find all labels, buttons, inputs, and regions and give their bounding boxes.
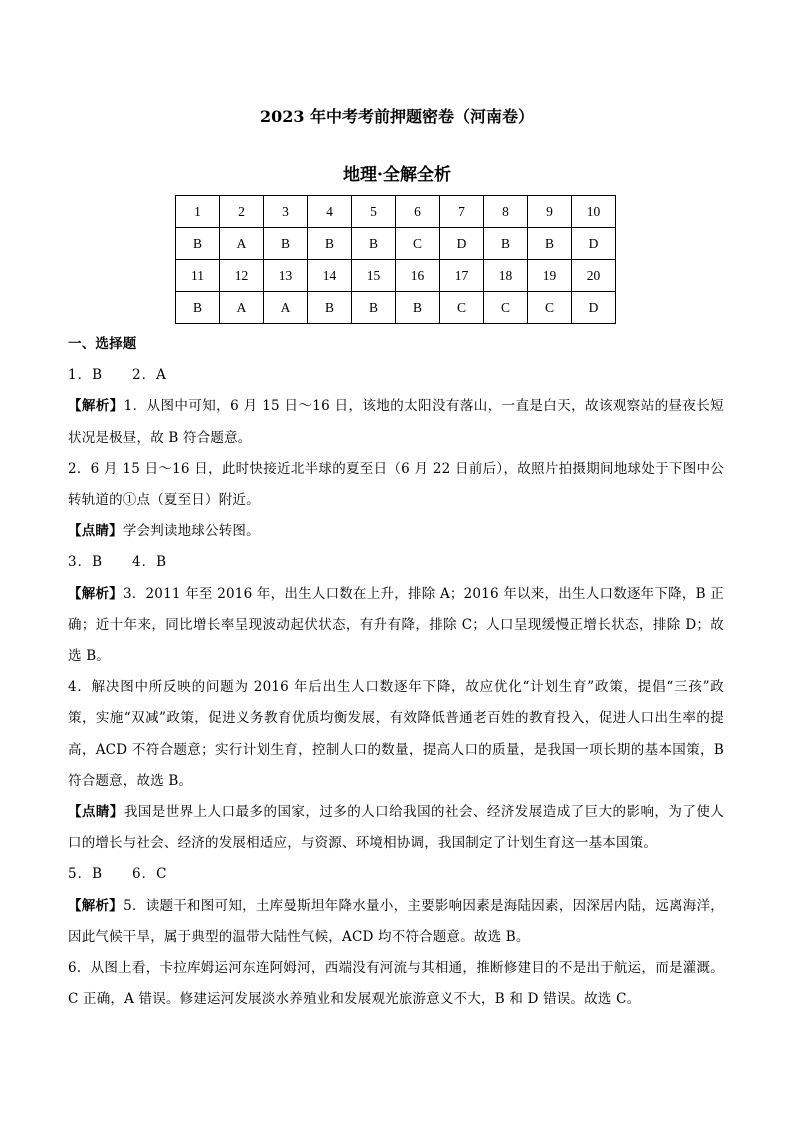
solution-body	[68, 329, 724, 1015]
note-paragraph	[68, 797, 724, 859]
analysis-paragraph	[68, 579, 724, 673]
table-cell: B	[528, 228, 572, 260]
table-cell: 4	[308, 196, 352, 228]
table-cell: A	[220, 292, 264, 324]
table-cell: B	[308, 228, 352, 260]
table-cell: D	[572, 228, 616, 260]
table-cell: 7	[440, 196, 484, 228]
note-paragraph	[68, 516, 724, 547]
table-cell: C	[396, 228, 440, 260]
analysis-paragraph	[68, 891, 724, 953]
table-cell: B	[308, 292, 352, 324]
table-cell: 14	[308, 260, 352, 292]
table-cell: 3	[264, 196, 308, 228]
table-cell: B	[176, 292, 220, 324]
table-cell: 17	[440, 260, 484, 292]
table-cell: B	[484, 228, 528, 260]
table-cell: 6	[396, 196, 440, 228]
table-cell: 5	[352, 196, 396, 228]
page-subtitle: 地理·全解全析	[343, 165, 451, 185]
explanation-paragraph: 2．6 月 15 日～16 日，此时快接近北半球的夏至日（6 月 22 日前后），故照片拍摄期间地球处于下图中公转轨道的①点（夏至日）附近。	[68, 460, 724, 509]
paragraph-text: 我国是世界上人口最多的国家，过多的人口给我国的社会、经济发展造成了巨大的影响，为了使人口的增长与社会、经济的发展相适应，与资源、环境相协调，我国制定了计划生育这一基本国策。	[68, 804, 724, 852]
paragraph-tag: 【解析】	[68, 398, 124, 415]
answer-table	[175, 195, 616, 324]
table-cell: B	[176, 228, 220, 260]
table-cell: 2	[220, 196, 264, 228]
table-cell: B	[352, 292, 396, 324]
table-cell: 20	[572, 260, 616, 292]
paragraph-tag: 【解析】	[68, 585, 123, 602]
table-cell: C	[528, 292, 572, 324]
table-cell: 13	[264, 260, 308, 292]
table-cell: C	[484, 292, 528, 324]
section-heading: 一、选择题	[68, 336, 137, 352]
answer-table-row	[176, 292, 616, 324]
table-cell: 18	[484, 260, 528, 292]
table-cell: A	[264, 292, 308, 324]
table-cell: 12	[220, 260, 264, 292]
table-cell: 15	[352, 260, 396, 292]
table-cell: 9	[528, 196, 572, 228]
paragraph-text: 3．2011 年至 2016 年，出生人口数在上升，排除 A；2016 年以来，出生人口数逐年下降，B 正确；近十年来，同比增长率呈现波动起伏状态，有升有降，排除 C；人口呈现缓慢正增长状态，排除 D；故选 B。	[68, 585, 724, 665]
table-cell: D	[572, 292, 616, 324]
paragraph-tag: 【点睛】	[68, 523, 123, 540]
table-cell: 8	[484, 196, 528, 228]
answer-table-row	[176, 260, 616, 292]
table-cell: A	[220, 228, 264, 260]
explanation-paragraph: 4．解决图中所反映的问题为 2016 年后出生人口数逐年下降，故应优化“计划生育”政策，提倡“三孩”政策，实施“双减”政策，促进义务教育优质均衡发展，有效降低普通老百姓的教育投入，促进人口出生率的提高，ACD 不符合题意；实行计划生育，控制人口的数量，提高人口的质量，是我国一项长期的基本国策，B 符合题意，故选 B。	[68, 679, 724, 789]
paragraph-text: 学会判读地球公转图。	[122, 523, 260, 540]
table-cell: 19	[528, 260, 572, 292]
answer-table-row	[176, 228, 616, 260]
table-cell: B	[396, 292, 440, 324]
table-cell: B	[352, 228, 396, 260]
explanation-paragraph: 6．从图上看，卡拉库姆运河东连阿姆河，西端没有河流与其相通，推断修建目的不是出于航运，而是灌溉。C 正确，A 错误。修建运河发展淡水养殖业和发展观光旅游意义不大，B 和 D 错误。故选 C。	[68, 960, 724, 1008]
table-cell: 11	[176, 260, 220, 292]
table-cell: C	[440, 292, 484, 324]
table-cell: B	[264, 228, 308, 260]
paragraph-text: 5．读题干和图可知，土库曼斯坦年降水量小，主要影响因素是海陆因素，因深居内陆，远离海洋，因此气候干旱，属于典型的温带大陆性气候，ACD 均不符合题意。故选 B。	[68, 897, 724, 945]
answer-line: 5．B 6．C	[68, 866, 168, 883]
table-cell: 10	[572, 196, 616, 228]
analysis-paragraph	[68, 391, 724, 453]
answer-line: 3．B 4．B	[68, 554, 168, 571]
paragraph-tag: 【解析】	[68, 897, 124, 914]
paragraph-text: 1．从图中可知，6 月 15 日～16 日，该地的太阳没有落山，一直是白天，故该观察站的昼夜长短状况是极昼，故 B 符合题意。	[68, 398, 724, 446]
answer-line: 1．B 2．A	[68, 367, 167, 384]
table-cell: 16	[396, 260, 440, 292]
table-cell: 1	[176, 196, 220, 228]
page-title: 2023 年中考考前押题密卷（河南卷）	[259, 107, 535, 126]
table-cell: D	[440, 228, 484, 260]
paragraph-tag: 【点睛】	[68, 804, 124, 821]
answer-table-row	[176, 196, 616, 228]
